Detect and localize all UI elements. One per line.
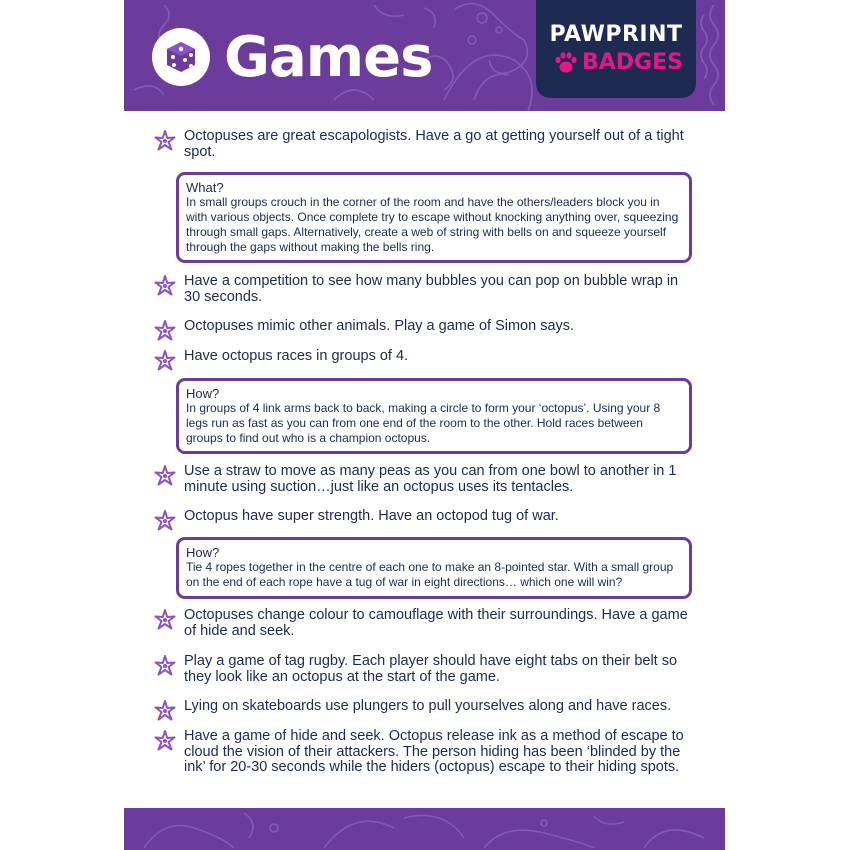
- list-item-text: Octopuses mimic other animals. Play a game of Simon says.: [184, 318, 575, 334]
- starfish-bullet-icon: [154, 700, 176, 722]
- paw-icon: [554, 52, 578, 74]
- list-item: [154, 654, 694, 685]
- brand-line1: PAWPRINT: [549, 22, 683, 47]
- instruction-heading: How?: [186, 545, 220, 560]
- starfish-bullet-icon: [154, 730, 176, 752]
- list-item-text: Have a game of hide and seek. Octopus release ink as a method of escape to cloud the vision of their attackers. The person hiding has been ‘blinded by the ink’ for 20-30 seconds while the hiders (octopus) escape to their hiding spots.: [184, 728, 684, 775]
- starfish-bullet-icon: [154, 350, 176, 372]
- list-item: [154, 349, 694, 372]
- instruction-body: Tie 4 ropes together in the centre of each one to make an 8-pointed star. With a small group on the end of each rope have a tug of war in eight directions… which one will win?: [186, 560, 674, 589]
- dice-icon-circle: [152, 28, 210, 86]
- page-title: Games: [224, 25, 433, 90]
- instruction-heading: What?: [186, 180, 224, 195]
- instruction-heading: How?: [186, 386, 220, 401]
- instruction-box: [176, 537, 692, 599]
- instruction-box: [176, 378, 692, 454]
- pawprint-badges-logo: [536, 0, 696, 98]
- brand-line2-wrap: [554, 50, 683, 75]
- instruction-box: [176, 172, 692, 263]
- list-item: [154, 274, 694, 305]
- activity-sheet: [124, 0, 725, 850]
- starfish-bullet-icon: [154, 130, 176, 152]
- list-item-text: Octopus have super strength. Have an octopod tug of war.: [184, 508, 559, 524]
- starfish-bullet-icon: [154, 609, 176, 631]
- header-banner: [124, 0, 725, 111]
- list-item-text: Use a straw to move as many peas as you can from one bowl to another in 1 minute using suction…just like an octopus uses its tentacles.: [184, 463, 677, 495]
- starfish-bullet-icon: [154, 320, 176, 342]
- list-item-text: Octopuses change colour to camouflage with their surroundings. Have a game of hide and seek.: [184, 607, 688, 639]
- footer-banner: [124, 808, 725, 850]
- list-item-text: Have a competition to see how many bubbles you can pop on bubble wrap in 30 seconds.: [184, 273, 679, 305]
- list-item: [154, 464, 694, 495]
- starfish-bullet-icon: [154, 275, 176, 297]
- list-item: [154, 129, 694, 160]
- starfish-bullet-icon: [154, 655, 176, 677]
- list-item-text: Have octopus races in groups of 4.: [184, 348, 409, 364]
- list-item-text: Lying on skateboards use plungers to pull yourselves along and have races.: [184, 698, 672, 714]
- starfish-bullet-icon: [154, 510, 176, 532]
- dice-icon: [164, 40, 198, 74]
- list-item: [154, 319, 694, 342]
- instruction-body: In small groups crouch in the corner of the room and have the others/leaders block you in with various objects. Once complete try to escape without knocking anything over, squeezing through small gaps. Alternatively, create a web of string with bells on and squeeze yourself through the gaps without making the bells ring.: [186, 195, 679, 254]
- list-item-text: Play a game of tag rugby. Each player should have eight tabs on their belt so they look like an octopus at the start of the game.: [184, 653, 678, 685]
- list-item-text: Octopuses are great escapologists. Have a go at getting yourself out of a tight spot.: [184, 128, 684, 160]
- list-item: [154, 699, 694, 722]
- list-item: [154, 729, 694, 776]
- brand-line2: BADGES: [582, 50, 683, 75]
- list-item: [154, 608, 694, 639]
- sea-pattern-decoration-footer: [124, 808, 725, 850]
- starfish-bullet-icon: [154, 465, 176, 487]
- list-item: [154, 509, 694, 532]
- instruction-body: In groups of 4 link arms back to back, making a circle to form your ‘octopus’. Using your 8 legs run as fast as you can from one end of the room to the other. Hold races between groups to find out who is a champion octopus.: [186, 401, 661, 445]
